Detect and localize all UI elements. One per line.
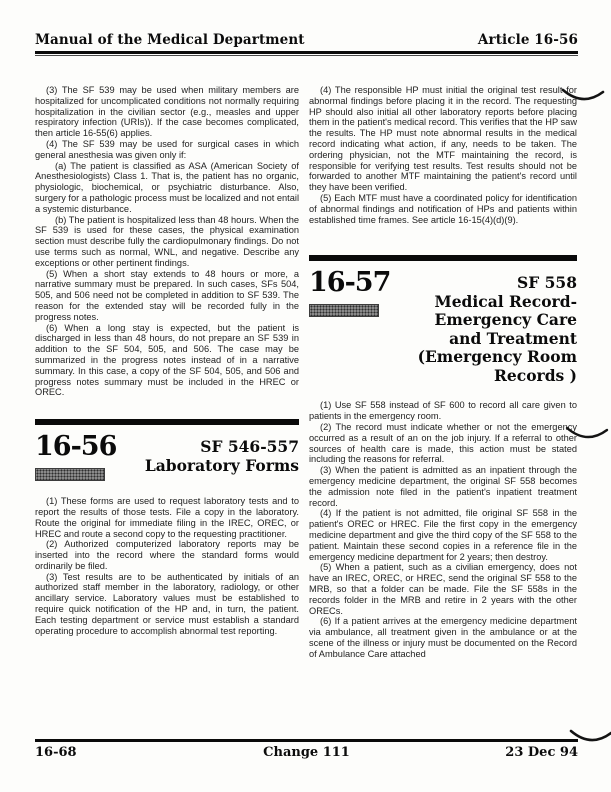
paragraph: (5) When a patient, such as a civilian emergency, does not have an IREC, OREC, or HREC, send the original SF 558 to the MRB, so that a folder can be made. File the SF 558s in the records folder in the MRB and retire in 2 years with the other ORECs. [309, 562, 577, 616]
section-title-line: SF 546-557 [200, 437, 299, 457]
paragraph: (4) The responsible HP must initial the original test result for abnormal findings before placing it in the record. The requesting HP should also initial all other laboratory reports before placing them in the patient's medical record. This verifies that the HP saw the results. The HP must note abnormal results in the medical record indicating what action, if any, needs to be taken. The ordering physician, not the MTF maintaining the record, is responsible for verifying test results. Test results should not be forwarded to another MTF maintaining the patient's record until they have been verified. [309, 85, 577, 193]
paragraph: (1) Use SF 558 instead of SF 600 to record all care given to patients in the emergency room. [309, 400, 577, 422]
section-gray-bar [309, 304, 379, 317]
section-heading-16-56 [35, 419, 299, 481]
paragraph: (3) When the patient is admitted as an inpatient through the emergency medicine department, the original SF 558 becomes the admission note filed in the patient's inpatient treatment record. [309, 465, 577, 508]
section-title [145, 438, 299, 475]
page-footer [35, 739, 578, 760]
right-section-paragraphs [309, 400, 577, 659]
header-manual-title: Manual of the Medical Department [35, 32, 305, 48]
paragraph: (b) The patient is hospitalized less than 48 hours. When the SF 539 is used for these cases, the physical examination section must describe fully the cardiopulmonary findings. Do not use terms such as normal, WNL, and negative. Describe any exceptions or other pertinent findings. [35, 214, 299, 268]
paragraph: (5) Each MTF must have a coordinated policy for identification of abnormal findings and notification of HPs and patients within established time frames. See article 16-15(4)(d)(9). [309, 192, 577, 225]
section-heading-16-57 [309, 255, 577, 385]
section-title-line: Medical Record- [434, 291, 577, 311]
section-number: 16-56 [35, 431, 117, 463]
section-gray-bar [35, 468, 105, 481]
paragraph: (1) These forms are used to request laboratory tests and to report the results of those tests. File a copy in the laboratory. Route the original for immediate filing in the IREC, OREC, or HREC and route a second copy to the requesting practitioner. [35, 496, 299, 539]
paragraph: (2) The record must indicate whether or not the emergency occurred as a result of an on the job injury. If a referral to other sources of health care is made, this action must be stated including the reasons for referral. [309, 421, 577, 465]
section-title-line: Laboratory Forms [144, 455, 299, 475]
paragraph: (6) When a long stay is expected, but the patient is discharged in less than 48 hours, do not prepare an SF 539 in addition to the SF 504, 505, and 506. The case may be summarized in the progress notes instead of in a narrative summary. In this case, a copy of the SF 504, 505, and 506 and progress notes summary must be included in the HREC or OREC. [35, 322, 299, 398]
left-section-paragraphs [35, 496, 299, 636]
page-header [35, 32, 578, 56]
paragraph: (3) Test results are to be authenticated by initials of an authorized staff member in the laboratory, radiology, or other ancillary service. Laboratory values must be established to require quick notification of the HP and, in turn, the patient. Each testing department or service must establish a standard operating procedure to accomplish abnormal test reporting. [35, 571, 299, 636]
header-rule-thick [35, 51, 578, 54]
scan-artifact-curve [560, 85, 606, 109]
scan-artifact-curve [564, 423, 610, 447]
paragraph: (a) The patient is classified as ASA (American Society of Anesthesiologists) Class 1. That is, the patient has no organic, physiologic, biochemical, or psychiatric disturbance. Also, surgery for a pathologic process must be localized and not entail a systemic disturbance. [35, 160, 299, 214]
section-top-rule [309, 255, 577, 261]
paragraph: (2) Authorized computerized laboratory reports may be inserted into the record where the standard forms would ordinarily be filed. [35, 539, 299, 571]
section-number-block [35, 432, 116, 481]
scan-artifact-curve [568, 726, 611, 750]
left-column [35, 85, 299, 636]
paragraph: (4) The SF 539 may be used for surgical cases in which general anesthesia was given only if: [35, 138, 299, 160]
section-title-line: (Emergency Room [417, 347, 577, 367]
footer-date: 23 Dec 94 [505, 745, 578, 760]
section-number-block [309, 268, 390, 317]
header-rule-thin [35, 55, 578, 56]
left-column-paragraphs [35, 85, 299, 398]
section-top-rule [35, 419, 299, 425]
section-title-line: Emergency Care [434, 310, 577, 330]
paragraph: (5) When a short stay extends to 48 hours or more, a narrative summary must be prepared. In such cases, SFs 504, 505, and 506 need not be completed in addition to SF 539. The reason for the extended stay will be recorded fully in the progress notes. [35, 268, 299, 322]
right-column [309, 85, 577, 659]
section-title-line: and Treatment [449, 328, 577, 348]
paragraph: (3) The SF 539 may be used when military members are hospitalized for uncomplicated conditions not normally requiring hospitalization in the civilian sector (e.g., measles and upper respiratory infection (URIs)). If the case becomes complicated, then article 16-55(6) applies. [35, 85, 299, 139]
footer-rule [35, 739, 578, 742]
header-article-number: Article 16-56 [477, 32, 578, 48]
paragraph: (4) If the patient is not admitted, file original SF 558 in the patient's OREC or HREC. File the first copy in the emergency medicine department and give the third copy of the SF 558 to the patient. Maintain these second copies in a reference file in the emergency medicine department for 2 years; then destroy. [309, 508, 577, 562]
section-title-line: SF 558 [517, 273, 577, 293]
section-number: 16-57 [309, 267, 391, 299]
section-title [418, 274, 577, 385]
right-column-paragraphs [309, 85, 577, 225]
footer-page-number: 16-68 [35, 745, 77, 760]
paragraph: (6) If a patient arrives at the emergency medicine department via ambulance, all treatment given in the ambulance or at the scene of the illness or injury must be documented on the Record of Ambulance Care attached [309, 616, 577, 659]
footer-change-number: Change 111 [263, 745, 350, 760]
section-title-line: Records ) [494, 365, 577, 385]
